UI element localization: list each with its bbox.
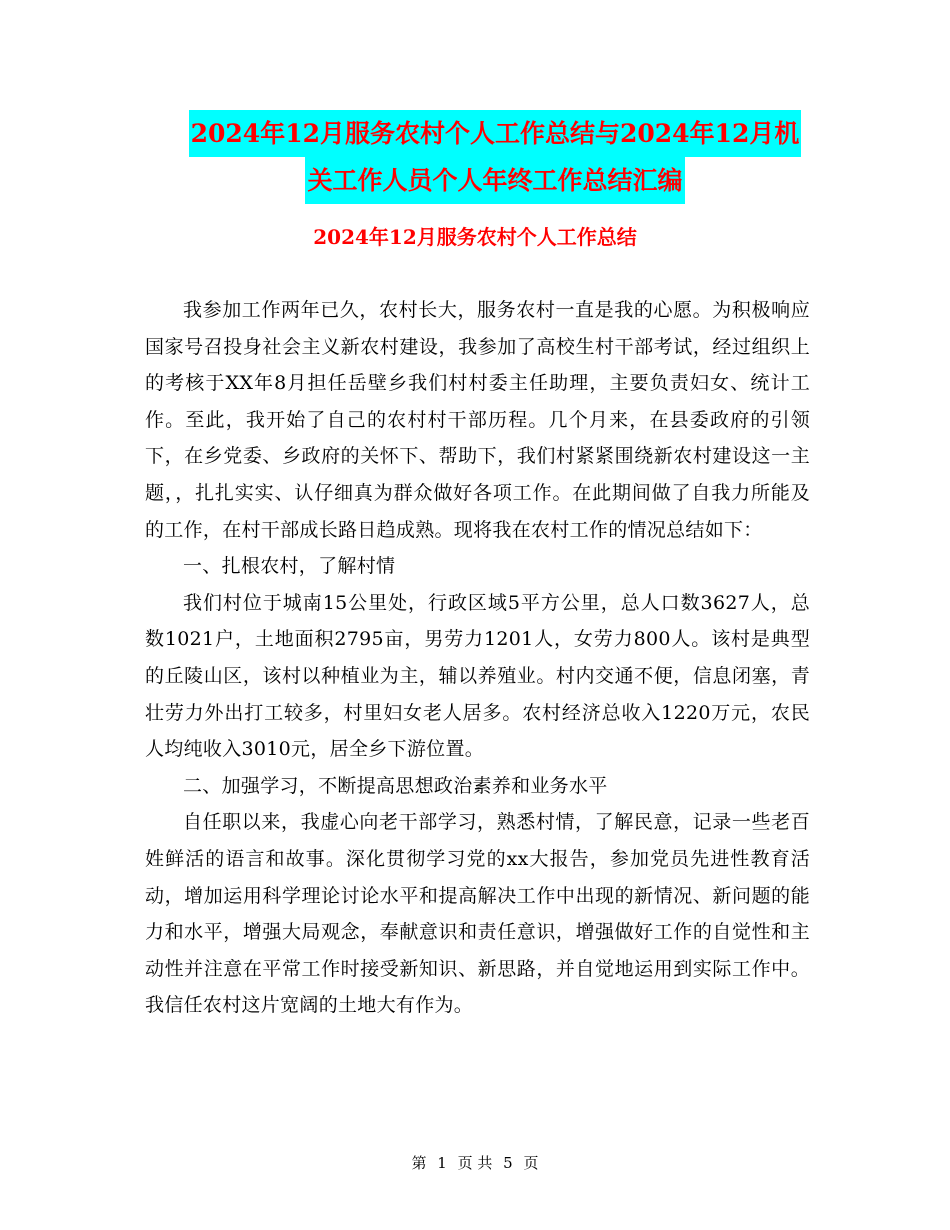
footer-middle: 页 共 <box>457 1154 493 1172</box>
document-body <box>145 292 810 1024</box>
footer-prefix: 第 <box>411 1154 427 1172</box>
title-line-1: 2024年12月服务农村个人工作总结与2024年12月机 <box>189 110 802 157</box>
footer-suffix: 页 <box>523 1154 539 1172</box>
document-title <box>150 110 840 204</box>
paragraph-study: 自任职以来，我虚心向老干部学习，熟悉村情，了解民意，记录一些老百姓鲜活的语言和故事。深化贯彻学习党的xx大报告，参加党员先进性教育活动，增加运用科学理论讨论水平和提高解决工作中出现的新情况、新问题的能力和水平，增强大局观念，奉献意识和责任意识，增强做好工作的自觉性和主动性并注意在平常工作时接受新知识、新思路，并自觉地运用到实际工作中。我信任农村这片宽阔的土地大有作为。 <box>145 811 810 1017</box>
page-number: 1 <box>437 1154 447 1172</box>
heading-1: 一、扎根农村，了解村情 <box>183 555 396 578</box>
paragraph-intro: 我参加工作两年已久，农村长大，服务农村一直是我的心愿。为积极响应国家号召投身社会主义新农村建设，我参加了高校生村干部考试，经过组织上的考核于XX年8月担任岳壁乡我们村村委主任助理，主要负责妇女、统计工作。至此，我开始了自己的农村村干部历程。几个月来，在县委政府的引领下，在乡党委、乡政府的关怀下、帮助下，我们村紧紧围绕新农村建设这一主题，，扎扎实实、认仔细真为群众做好各项工作。在此期间做了自我力所能及的工作，在村干部成长路日趋成熟。现将我在农村工作的情况总结如下： <box>145 299 810 541</box>
section-title: 2024年12月服务农村个人工作总结 <box>313 225 637 249</box>
heading-2: 二、加强学习，不断提高思想政治素养和业务水平 <box>183 774 608 797</box>
title-line-2: 关工作人员个人年终工作总结汇编 <box>305 157 684 204</box>
page-footer <box>0 1153 950 1173</box>
paragraph-village-info: 我们村位于城南15公里处，行政区域5平方公里，总人口数3627人，总数1021户，土地面积2795亩，男劳力1201人，女劳力800人。该村是典型的丘陵山区，该村以种植业为主，辅以养殖业。村内交通不便，信息闭塞，青壮劳力外出打工较多，村里妇女老人居多。农村经济总收入1220万元，农民人均纯收入3010元，居全乡下游位置。 <box>145 591 810 761</box>
page-total: 5 <box>503 1154 513 1172</box>
